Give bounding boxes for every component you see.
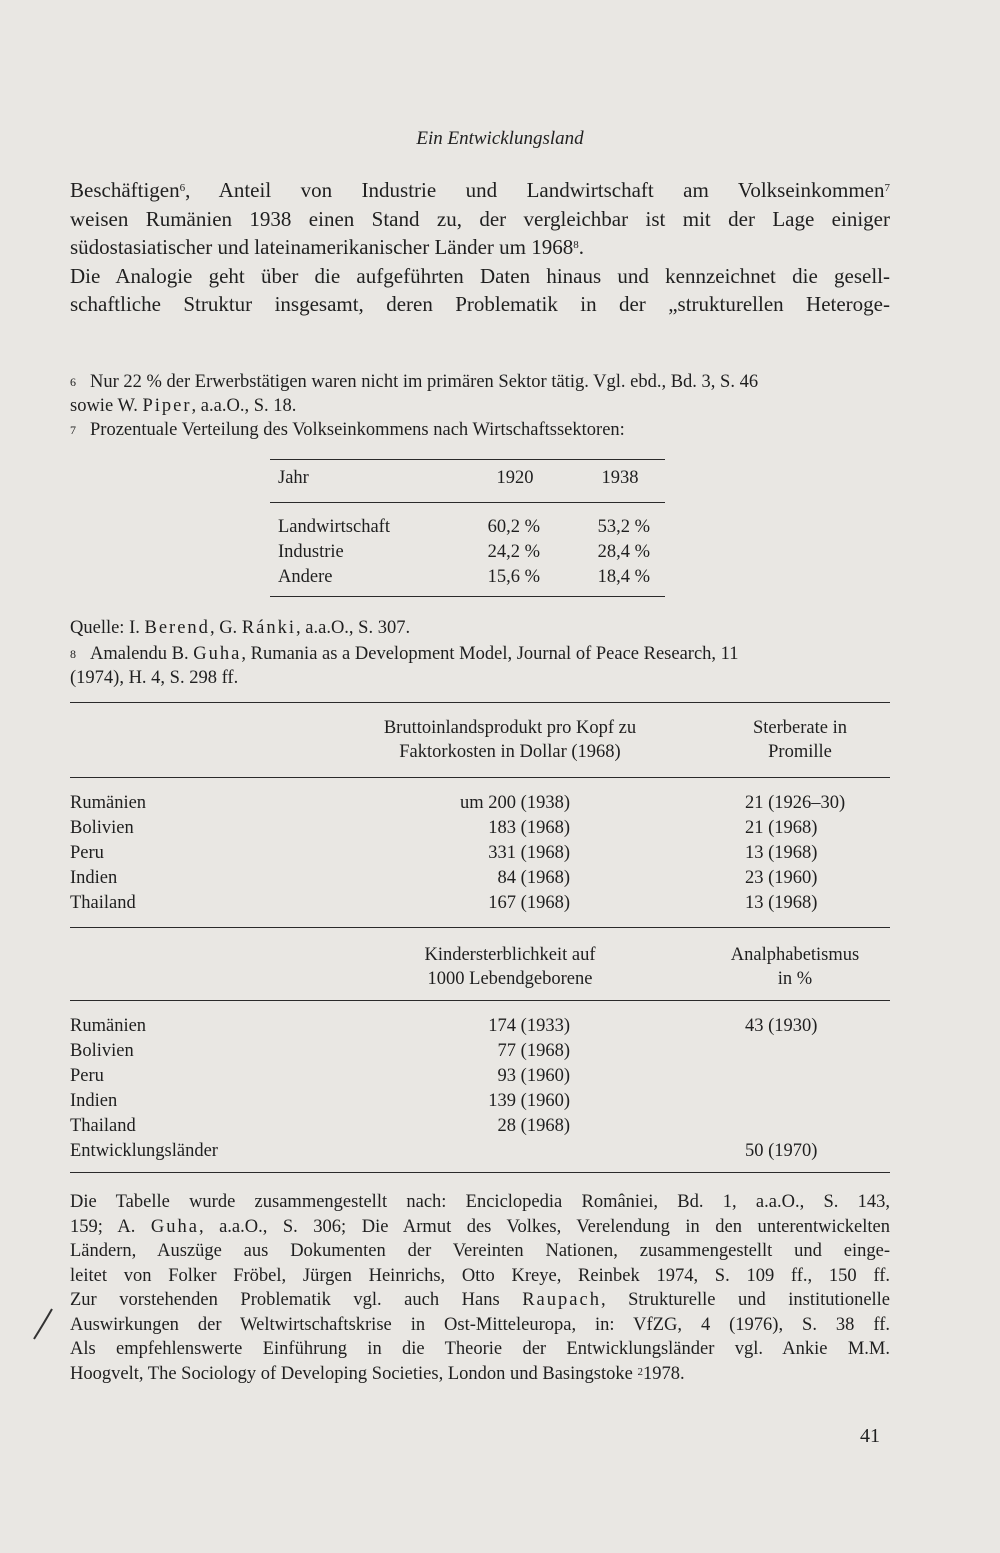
table2-header-deathrate: Sterberate in Promille <box>753 718 847 762</box>
table1-row-label: Industrie <box>278 542 344 562</box>
table2-gdp: 331 (1968) <box>488 843 570 863</box>
table2-country: Thailand <box>70 1116 136 1136</box>
footnote-6-line-2: sowie W. Piper, a.a.O., S. 18. <box>70 396 297 416</box>
table2-gdp: 84 (1968) <box>497 868 570 888</box>
table1-bottom-rule <box>270 596 665 597</box>
table2-illit: 50 (1970) <box>745 1141 818 1161</box>
table2-country: Thailand <box>70 893 136 913</box>
table2-gdp: um 200 (1938) <box>460 793 570 813</box>
table1-top-rule <box>270 459 665 460</box>
body-line-1: Beschäftigen$^6$, Anteil von Industrie und Landwirtschaft am Volkseinkommen$^7$ <box>70 178 890 202</box>
table2-infant: 28 (1968) <box>497 1116 570 1136</box>
running-header: Ein Entwicklungsland <box>416 128 584 149</box>
table1-cell: 28,4 % <box>597 542 650 562</box>
table2-death: 13 (1968) <box>745 843 818 863</box>
table2-header2-rule <box>70 1000 890 1001</box>
table1-header-rule <box>270 502 665 503</box>
table2-death: 21 (1926–30) <box>745 793 846 813</box>
body-paragraph <box>70 176 890 319</box>
table2-bottom-rule <box>70 1172 890 1173</box>
body-line-3: südostasiatischer und lateinamerikanischer Länder um 1968$^8$. <box>70 235 585 259</box>
table2-header-rule <box>70 777 890 778</box>
table1-header-jahr: Jahr <box>278 468 309 488</box>
footnote-6-line-1: $^6$ Nur 22 % der Erwerbstätigen waren nicht im primären Sektor tätig. Vgl. ebd., Bd. 3, S. 46 <box>70 372 759 392</box>
table1-source: Quelle: I. Berend, G. Ránki, a.a.O., S. 307. <box>70 618 411 638</box>
footnote-8: $^8$ Amalendu B. Guha, Rumania as a Development Model, Journal of Peace Research, 11 (1974), H. 4, S. 298 ff. <box>70 644 739 688</box>
table2-death: 13 (1968) <box>745 893 818 913</box>
table2-death: 23 (1960) <box>745 868 818 888</box>
table2-country: Bolivien <box>70 818 134 838</box>
table2-header-illiteracy: Analphabetismus in % <box>730 945 860 989</box>
table2-gdp: 183 (1968) <box>488 818 570 838</box>
table2-country: Indien <box>70 868 118 888</box>
table1-header-1920: 1920 <box>496 468 534 488</box>
footnote-7: $^7$ Prozentuale Verteilung des Volkseinkommens nach Wirtschaftssektoren: <box>70 420 625 440</box>
table2-gdp: 167 (1968) <box>488 893 570 913</box>
table1-header-1938: 1938 <box>601 468 639 488</box>
table2-infant: 139 (1960) <box>488 1091 570 1111</box>
table1-cell: 18,4 % <box>597 567 650 587</box>
table1-row-label: Landwirtschaft <box>278 517 390 537</box>
table2-header-gdp: Bruttoinlandsprodukt pro Kopf zu Faktorkosten in Dollar (1968) <box>383 718 637 762</box>
table2-illit: 43 (1930) <box>745 1016 818 1036</box>
table1-cell: 15,6 % <box>487 567 540 587</box>
table2-country: Entwicklungsländer <box>70 1141 218 1161</box>
table1-cell: 53,2 % <box>597 517 650 537</box>
table2-top-rule <box>70 702 890 703</box>
pencil-mark-icon <box>28 1305 58 1345</box>
table1-row-label: Andere <box>278 567 333 587</box>
table2-country: Rumänien <box>70 793 147 813</box>
table2-infant: 174 (1933) <box>488 1016 570 1036</box>
closing-notes: Die Tabelle wurde zusammengestellt nach: Enciclopedia României, Bd. 1, a.a.O., S. 143, 159; A. Guha, a.a.O., S. 306; Die Armut des Volkes, Verelendung in den unterentwickelten Ländern, Auszüge aus Dokumenten der Vereinten Nationen, zusammengestellt und einge- leitet von Folker Fröbel, Jürgen Heinrichs, Otto Kreye, Reinbek 1974, S. 109 ff., 150 ff. Zur vorstehenden Problematik vgl. auch Hans Raupach, Strukturelle und institutionelle Auswirkungen der Weltwirtschaftskrise in Ost-Mitteleuropa, in: VfZG, 4 (1976), S. 38 ff. Als empfehlenswerte Einführung in die Theorie der Entwicklungsländer vgl. Ankie M.M. Hoogvelt, The Sociology of Developing Societies, London und Basingstoke $^2$1978. <box>70 1192 891 1384</box>
table2-death: 21 (1968) <box>745 818 818 838</box>
table1-cell: 60,2 % <box>487 517 540 537</box>
table2-country: Peru <box>70 1066 104 1086</box>
body-line-2: weisen Rumänien 1938 einen Stand zu, der vergleichbar ist mit der Lage einiger <box>70 206 890 231</box>
page-number: 41 <box>860 1425 880 1447</box>
table2-infant: 77 (1968) <box>497 1041 570 1061</box>
table1-cell: 24,2 % <box>487 542 540 562</box>
table2-country: Bolivien <box>70 1041 134 1061</box>
table2-country: Rumänien <box>70 1016 147 1036</box>
table2-infant: 93 (1960) <box>497 1066 570 1086</box>
footnote-6 <box>70 370 900 418</box>
table2-country: Peru <box>70 843 104 863</box>
body-line-4: Die Analogie geht über die aufgeführten Daten hinaus und kennzeichnet die gesell- <box>70 263 890 288</box>
table2-country: Indien <box>70 1091 118 1111</box>
body-line-5: schaftliche Struktur insgesamt, deren Problematik in der „strukturellen Heteroge- <box>70 292 890 316</box>
table2-header-infant: Kindersterblichkeit auf 1000 Lebendgeborene <box>424 945 596 989</box>
table2-mid-rule <box>70 927 890 928</box>
